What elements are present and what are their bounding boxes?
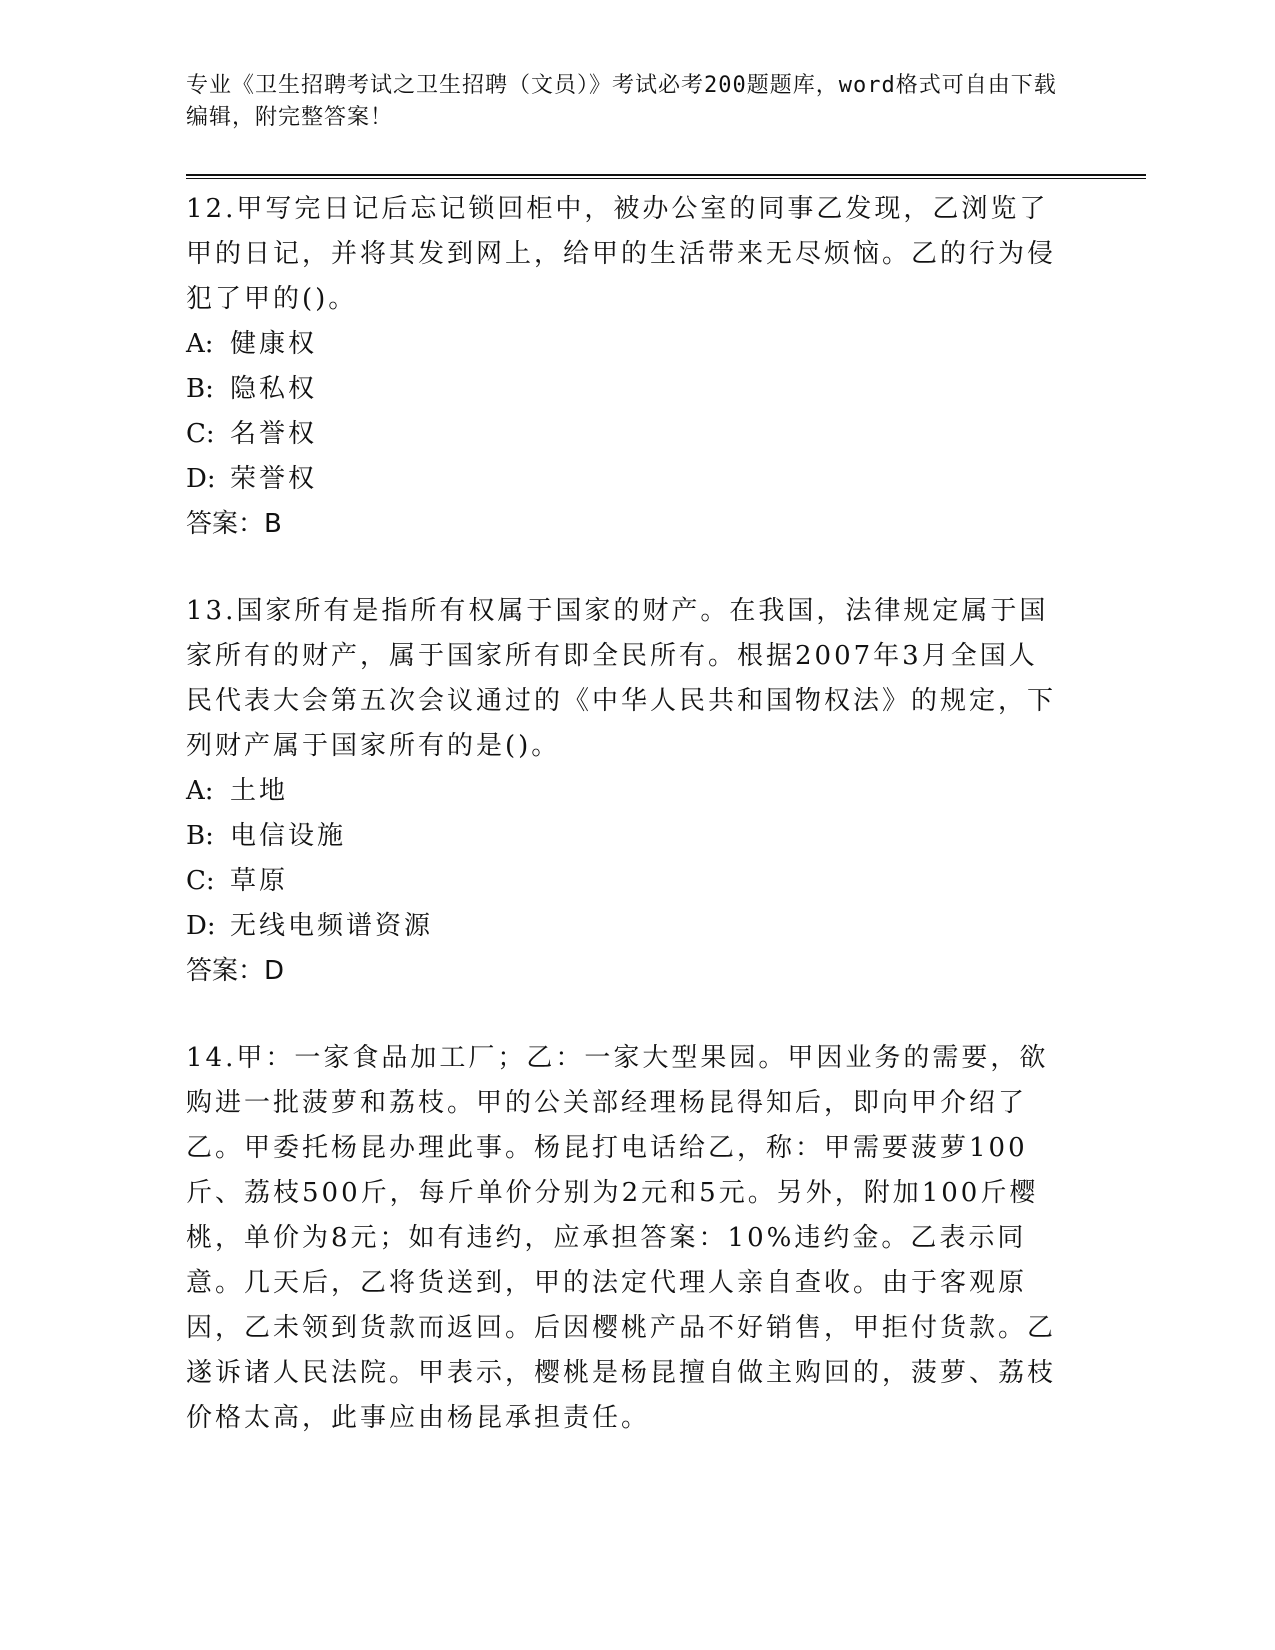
spacer (186, 547, 1146, 589)
option-label: 电信设施 (230, 821, 347, 851)
question-text: 12.甲写完日记后忘记锁回柜中，被办公室的同事乙发现，乙浏览了甲的日记，并将其发到网上，给甲的生活带来无尽烦恼。乙的行为侵犯了甲的()。 (186, 194, 1057, 314)
spacer (186, 994, 1146, 1036)
option-key: C: (186, 866, 215, 896)
answer: 答案：D (186, 956, 285, 986)
question-14 (186, 1036, 1146, 1441)
option-b (186, 367, 1146, 412)
question-text: 14.甲：一家食品加工厂；乙：一家大型果园。甲因业务的需要，欲购进一批菠萝和荔枝。甲的公关部经理杨昆得知后，即向甲介绍了乙。甲委托杨昆办理此事。杨昆打电话给乙，称：甲需要菠萝100斤、荔枝500斤，每斤单价分别为2元和5元。另外，附加100斤樱桃，单价为8元；如有违约，应承担答案：10%违约金。乙表示同意。几天后，乙将货送到，甲的法定代理人亲自查收。由于客观原因，乙未领到货款而返回。后因樱桃产品不好销售，甲拒付货款。乙遂诉诸人民法院。甲表示，樱桃是杨昆擅自做主购回的，菠萝、荔枝价格太高，此事应由杨昆承担责任。 (186, 1043, 1057, 1433)
option-key: B: (186, 374, 214, 404)
option-d (186, 457, 1146, 502)
option-key: A: (186, 776, 214, 806)
option-c (186, 859, 1146, 904)
option-key: D: (186, 911, 216, 941)
option-b (186, 814, 1146, 859)
document-page (186, 70, 1146, 1441)
option-key: B: (186, 821, 214, 851)
option-label: 无线电频谱资源 (230, 911, 434, 941)
question-text: 13.国家所有是指所有权属于国家的财产。在我国，法律规定属于国家所有的财产，属于国家所有即全民所有。根据2007年3月全国人民代表大会第五次会议通过的《中华人民共和国物权法》的规定，下列财产属于国家所有的是()。 (186, 596, 1057, 761)
question-13 (186, 589, 1146, 994)
question-12 (186, 187, 1146, 547)
option-c (186, 412, 1146, 457)
document-header: 专业《卫生招聘考试之卫生招聘（文员）》考试必考200题题库，word格式可自由下载编辑，附完整答案！ (186, 73, 1057, 130)
option-label: 隐私权 (230, 374, 318, 404)
option-d (186, 904, 1146, 949)
option-label: 健康权 (230, 329, 318, 359)
answer: 答案：B (186, 509, 282, 539)
option-key: A: (186, 329, 214, 359)
header-divider (186, 174, 1146, 179)
option-a (186, 322, 1146, 367)
option-label: 土地 (230, 776, 289, 806)
option-key: C: (186, 419, 215, 449)
option-key: D: (186, 464, 216, 494)
option-label: 荣誉权 (230, 464, 318, 494)
option-label: 草原 (230, 866, 289, 896)
option-a (186, 769, 1146, 814)
option-label: 名誉权 (230, 419, 318, 449)
